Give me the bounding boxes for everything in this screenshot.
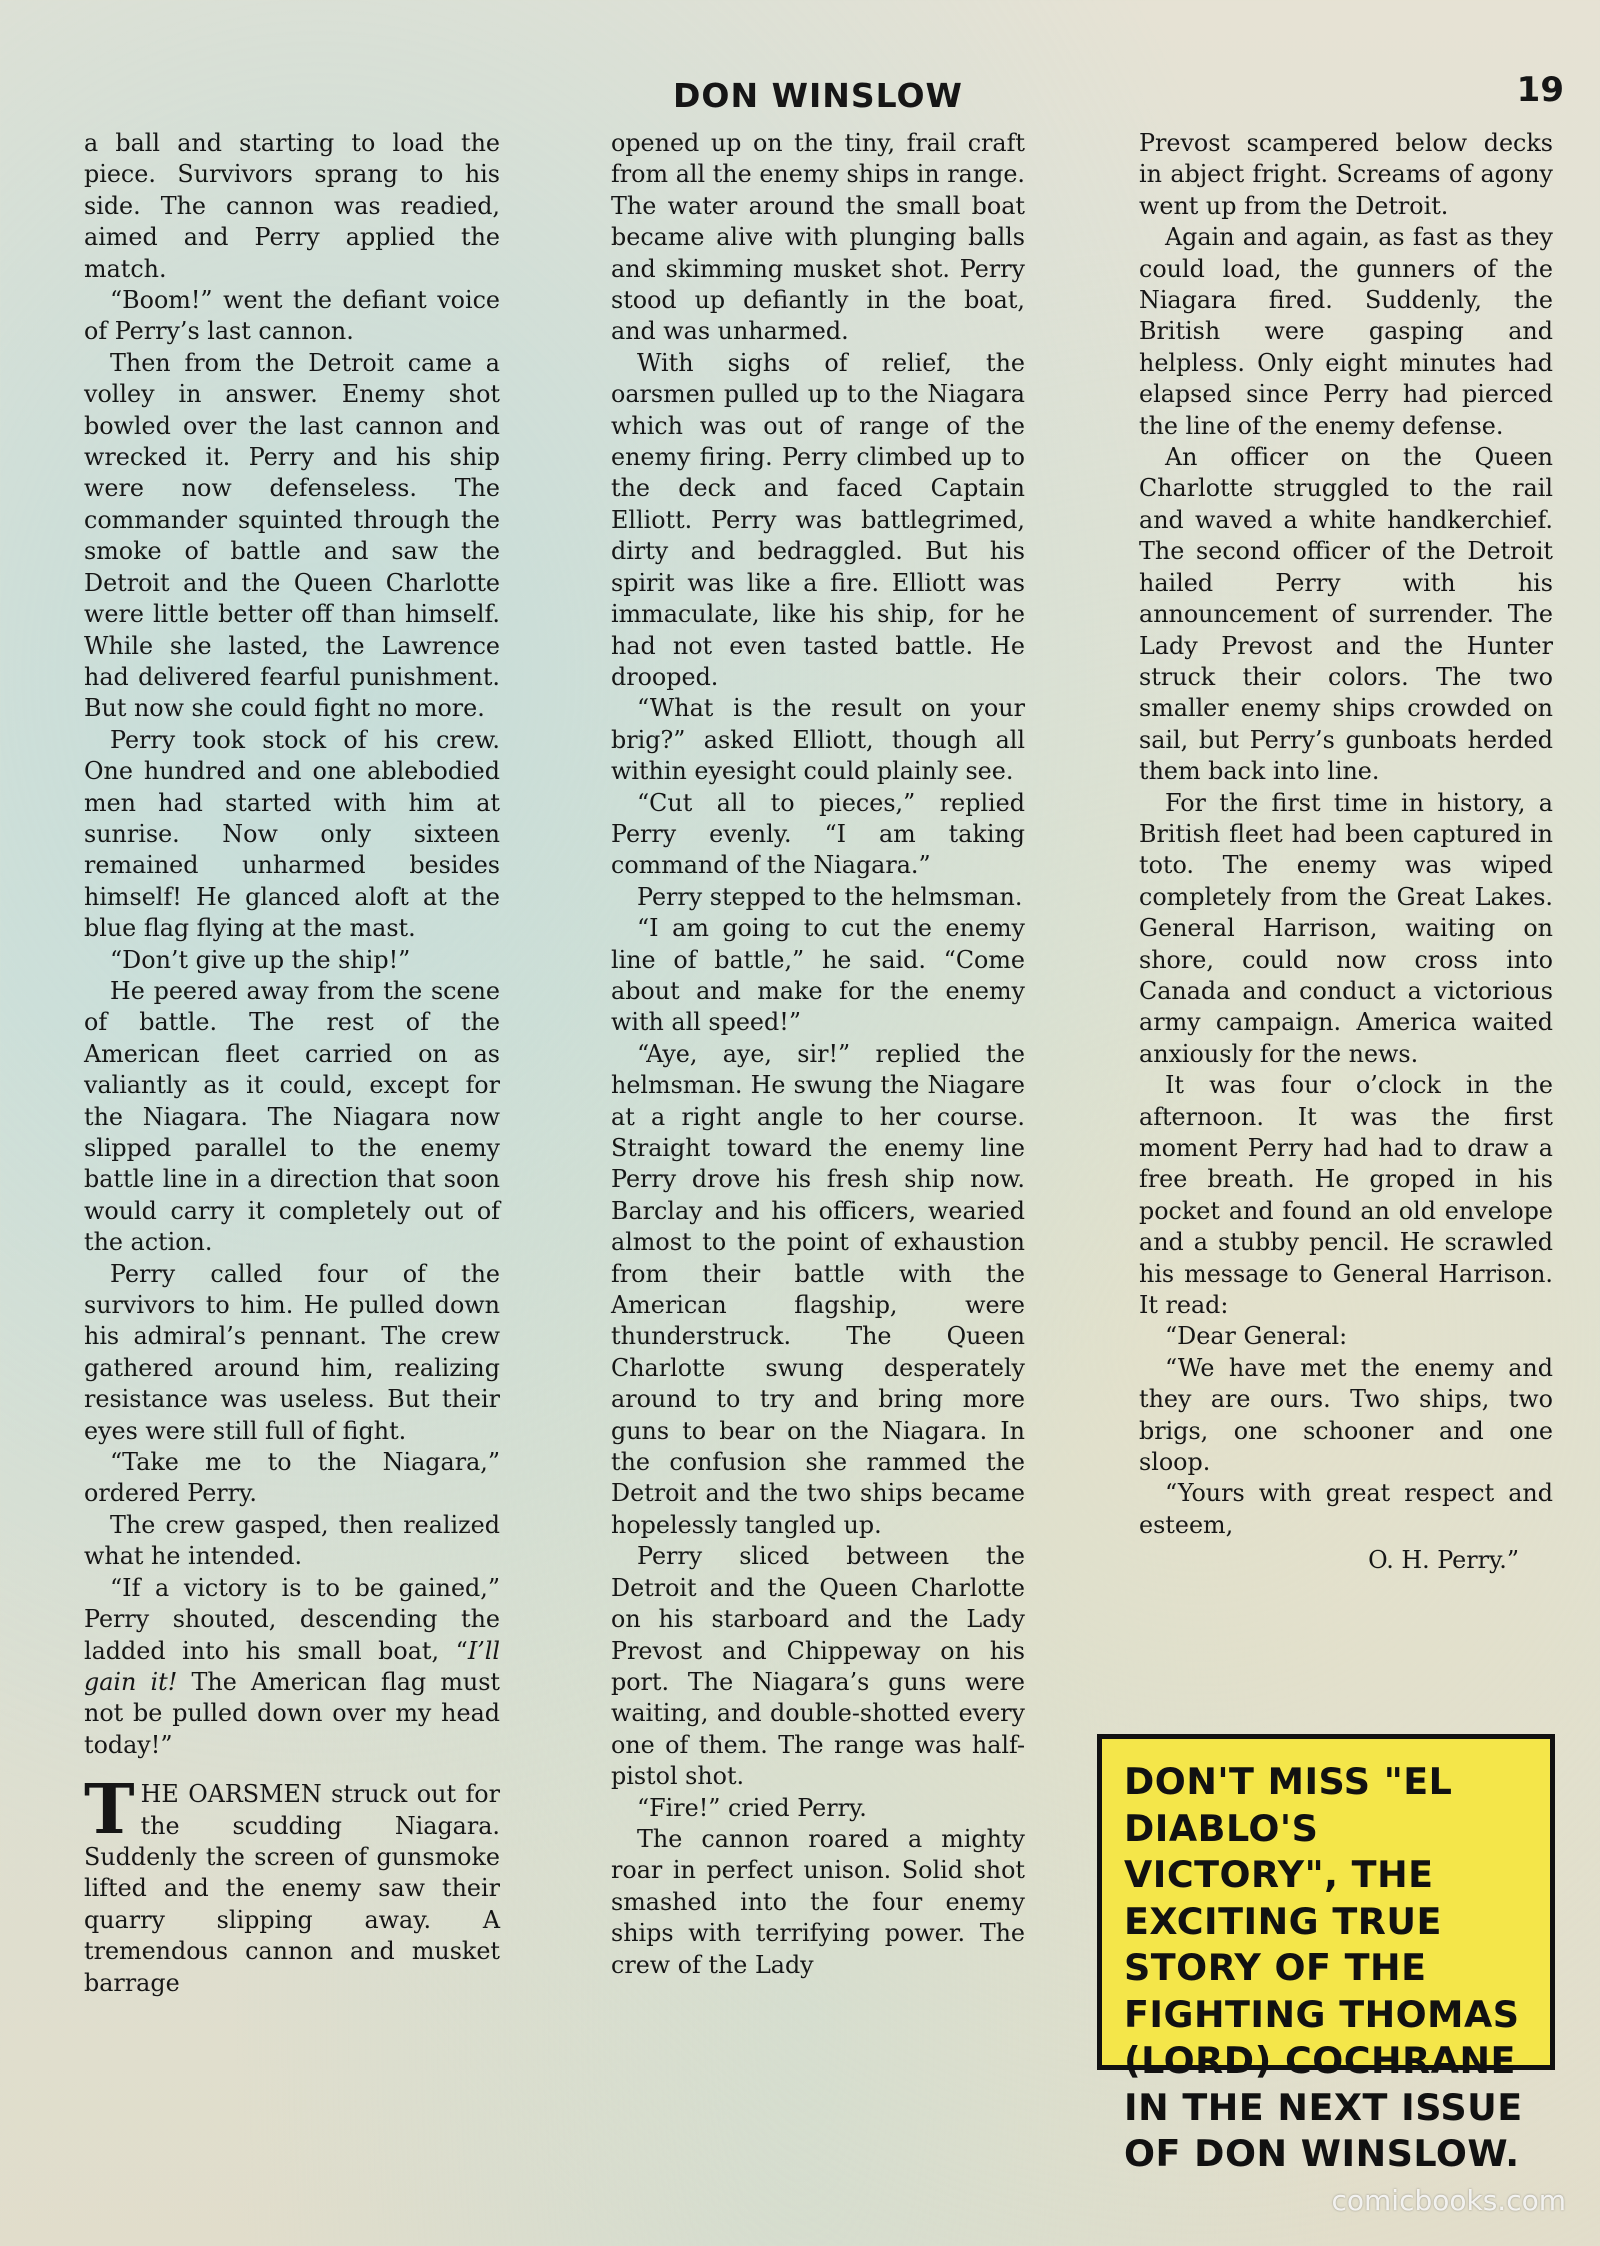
drop-cap: T [84,1770,135,1851]
paragraph [84,1573,500,1761]
signature: O. H. Perry.” [1368,1546,1519,1575]
paragraph: Perry sliced between the Detroit and the Queen Charlotte on his starboard and the Lady Prevost and Chippeway on his port. The Niagara’s guns were waiting, and double-shotted every one of them. The range was half-pistol shot. [611,1542,1025,1791]
paragraph: “Don’t give up the ship!” [110,945,411,974]
paragraph: “Boom!” went the defiant voice of Perry’s last cannon. [84,286,500,346]
paragraph: He peered away from the scene of battle. The rest of the American fleet carried on as valiantly as it could, except for the Niagara. The Niagara now slipped parallel to the enemy battle line in a direction that soon would carry it completely out of the action. [84,976,500,1257]
paragraph: “I am going to cut the enemy line of battle,” he said. “Come about and make for the enemy with all speed!” [611,914,1025,1037]
paragraph: Then from the Detroit came a volley in answer. Enemy shot bowled over the last cannon and wrecked it. Perry and his ship were now defenseless. The commander squinted through the smoke of battle and saw the Detroit and the Queen Charlotte were little better off than himself. While she lasted, the Lawrence had delivered fearful punishment. But now she could fight no more. [84,348,500,723]
paragraph: opened up on the tiny, frail craft from all the enemy ships in range. The water around the small boat became alive with plunging balls and skimming musket shot. Perry stood up defiantly in the boat, and was unharmed. [611,129,1025,346]
paragraph: Perry stepped to the helmsman. [637,882,1023,911]
page-number: 19 [1516,70,1564,110]
paragraph: “Yours with great respect and esteem, [1139,1479,1553,1539]
paragraph: “Aye, aye, sir!” replied the helmsman. He swung the Niagare at a right angle to her course. Straight toward the enemy line Perry drove his fresh ship now. Barclay and his officers, wearied almost to the point of exhaustion from their battle with the American flagship, were thunderstruck. The Queen Charlotte swung desperately around to try and bring more guns to bear on the Niagara. In the confusion she rammed the Detroit and the two ships became hopelessly tangled up. [611,1039,1025,1539]
paragraph: “Dear General: [1165,1322,1348,1351]
text-column-2 [611,128,1025,1981]
text-span: “If a victory is to be gained,” Perry shouted, descending the ladded into his small boat, “ [84,1573,500,1665]
promo-text: DON'T MISS "EL DIABLO'S VICTORY", THE EXCITING TRUE STORY OF THE FIGHTING THOMAS (LORD) COCHRANE IN THE NEXT ISSUE OF DON WINSLOW. [1124,1760,1523,2175]
page-header [0,70,1600,120]
paragraph: Prevost scampered below decks in abject fright. Screams of agony went up from the Detroit. [1139,129,1553,220]
paragraph: “We have met the enemy and they are ours. Two ships, two brigs, one schooner and one sloop. [1139,1353,1553,1477]
paragraph: a ball and starting to load the piece. Survivors sprang to his side. The cannon was readied, aimed and Perry applied the match. [84,129,500,283]
paragraph: “Fire!” cried Perry. [637,1793,867,1822]
paragraph: “Cut all to pieces,” replied Perry evenly. “I am taking command of the Niagara.” [611,788,1025,880]
paragraph: The cannon roared a mighty roar in perfect unison. Solid shot smashed into the four enemy ships with terrifying power. The crew of the Lady [611,1824,1025,1979]
text-column-3 [1139,128,1553,1577]
section-paragraph [84,1770,500,1999]
text-column-1 [84,128,500,1999]
paragraph: “Take me to the Niagara,” ordered Perry. [84,1448,500,1508]
paragraph: Perry took stock of his crew. One hundred and one ablebodied men had started with him at sunrise. Now only sixteen remained unharmed besides himself! He glanced aloft at the blue flag flying at the mast. [84,725,500,943]
paragraph: For the first time in history, a British fleet had been captured in toto. The enemy was wiped completely from the Great Lakes. General Harrison, waiting on shore, could now cross into Canada and conduct a victorious army campaign. America waited anxiously for the news. [1139,788,1553,1068]
small-caps-lead: HE OARSMEN [140,1780,322,1809]
paragraph: Again and again, as fast as they could load, the gunners of the Niagara fired. Suddenly, the British were gasping and helpless. Only eight minutes had elapsed since Perry had pierced the line of the enemy defense. [1139,223,1553,440]
paragraph: It was four o’clock in the afternoon. It was the first moment Perry had had to draw a free breath. He groped in his pocket and found an old envelope and a stubby pencil. He scrawled his message to General Harrison. It read: [1139,1071,1553,1320]
series-title: DON WINSLOW [673,76,963,115]
emphasis-text: I’ll gain it! [84,1636,500,1696]
paragraph: Perry called four of the survivors to him. He pulled down his admiral’s pennant. The crew gathered around him, realizing resistance was useless. But their eyes were still full of fight. [84,1259,500,1445]
paragraph: With sighs of relief, the oarsmen pulled up to the Niagara which was out of range of the enemy firing. Perry climbed up to the deck and faced Captain Elliott. Perry was battlegrimed, dirty and bedraggled. But his spirit was like a fire. Elliott was immaculate, like his ship, for he had not even tasted battle. He drooped. [611,348,1025,691]
text-span: struck out for the scudding Niagara. Suddenly the screen of gunsmoke lifted and the enemy saw their quarry slipping away. A tremendous cannon and musket barrage [84,1780,500,1997]
site-watermark: comicbooks.com [1331,2184,1566,2217]
paragraph: “What is the result on your brig?” asked Elliott, though all within eyesight could plainly see. [611,694,1025,786]
next-issue-promo-box [1097,1734,1555,2175]
paragraph: An officer on the Queen Charlotte struggled to the rail and waved a white handkerchief. The second officer of the Detroit hailed Perry with his announcement of surrender. The Lady Prevost and the Hunter struck their colors. The two smaller enemy ships crowded on sail, but Perry’s gunboats herded them back into line. [1139,443,1553,786]
text-span: The American flag must not be pulled down over my head today!” [84,1667,500,1759]
paragraph: The crew gasped, then realized what he intended. [84,1510,500,1571]
